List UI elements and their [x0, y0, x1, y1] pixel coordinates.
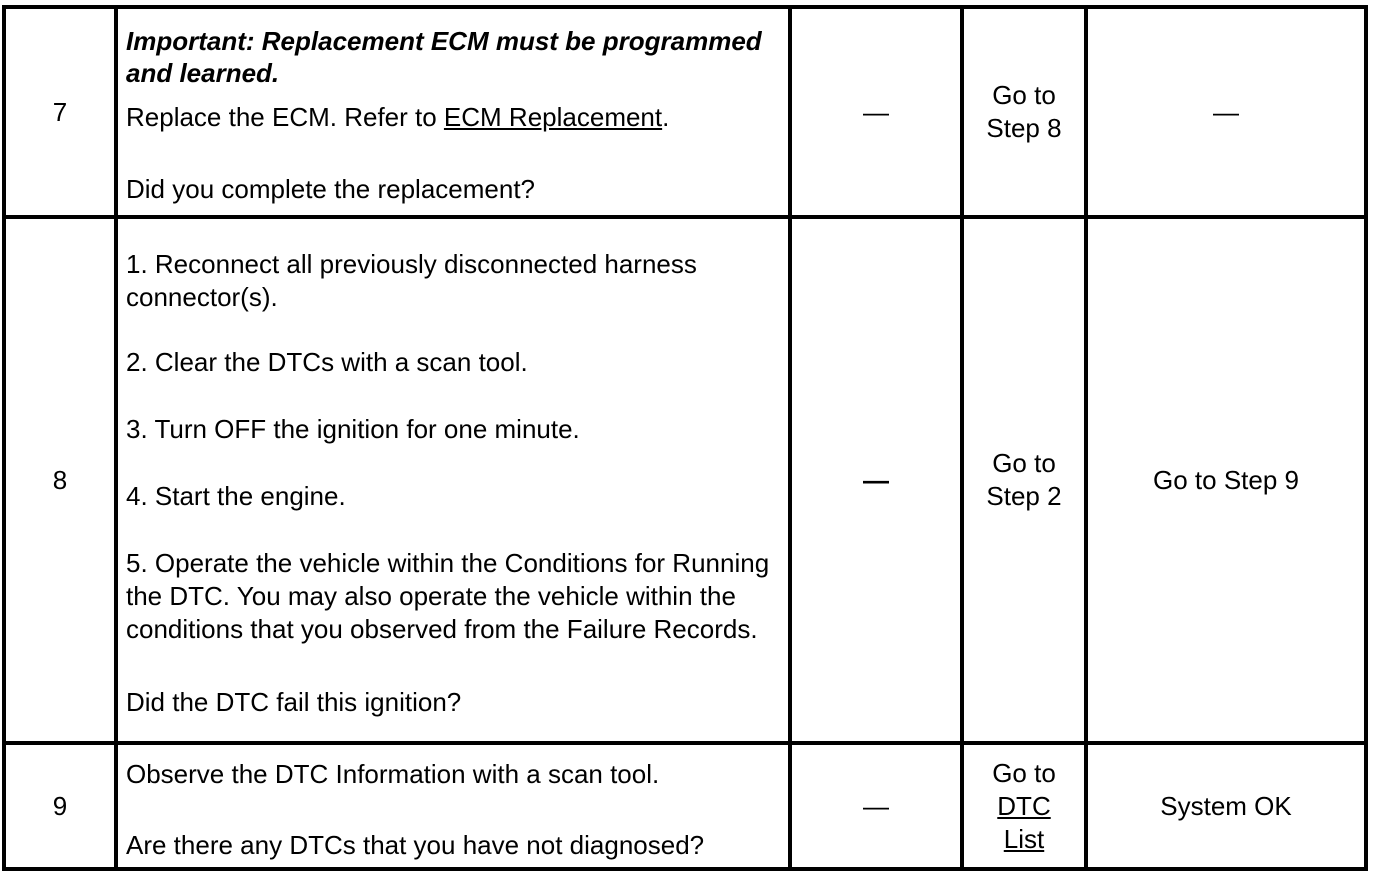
- yes-cell: [962, 743, 1086, 869]
- action-suffix: .: [662, 101, 670, 132]
- dtc-list-link[interactable]: DTC List: [997, 790, 1051, 854]
- yes-cell: Go to Step 2: [962, 217, 1086, 743]
- value-cell: —: [790, 217, 962, 743]
- no-cell: Go to Step 9: [1086, 217, 1366, 743]
- diagnostic-steps-table: [2, 5, 1368, 871]
- step-number: 9: [4, 743, 116, 869]
- instruction-3: 3. Turn OFF the ignition for one minute.: [126, 413, 580, 444]
- step-number: 7: [4, 7, 116, 217]
- instruction-4: 4. Start the engine.: [126, 480, 346, 511]
- instruction-5: 5. Operate the vehicle within the Conditions for Running the DTC. You may also operate the vehicle within the conditions that you observed from the Failure Records.: [126, 547, 770, 644]
- value-cell: —: [790, 7, 962, 217]
- question-text: Did the DTC fail this ignition?: [126, 686, 462, 717]
- value-cell: —: [790, 743, 962, 869]
- action-cell: [116, 743, 790, 869]
- action-text: Observe the DTC Information with a scan tool.: [126, 759, 660, 789]
- step-number: 8: [4, 217, 116, 743]
- ecm-replacement-link[interactable]: ECM Replacement: [443, 101, 663, 132]
- question-text: Are there any DTCs that you have not diagnosed?: [126, 830, 705, 860]
- table-row-step-8: [4, 217, 1366, 743]
- no-cell: System OK: [1086, 743, 1366, 869]
- action-cell: [116, 7, 790, 217]
- action-text: [126, 101, 780, 134]
- yes-cell: Go to Step 8: [962, 7, 1086, 217]
- action-prefix: Replace the ECM. Refer to: [126, 101, 444, 132]
- table-row-step-9: [4, 743, 1366, 869]
- yes-prefix: Go to: [992, 757, 1056, 788]
- action-cell: [116, 217, 790, 743]
- no-cell: —: [1086, 7, 1366, 217]
- important-note: Important: Replacement ECM must be programmed and learned.: [126, 25, 762, 88]
- question-text: Did you complete the replacement?: [126, 173, 536, 204]
- instruction-2: 2. Clear the DTCs with a scan tool.: [126, 346, 528, 377]
- instruction-1: 1. Reconnect all previously disconnected harness connector(s).: [126, 248, 697, 312]
- table-row-step-7: [4, 7, 1366, 217]
